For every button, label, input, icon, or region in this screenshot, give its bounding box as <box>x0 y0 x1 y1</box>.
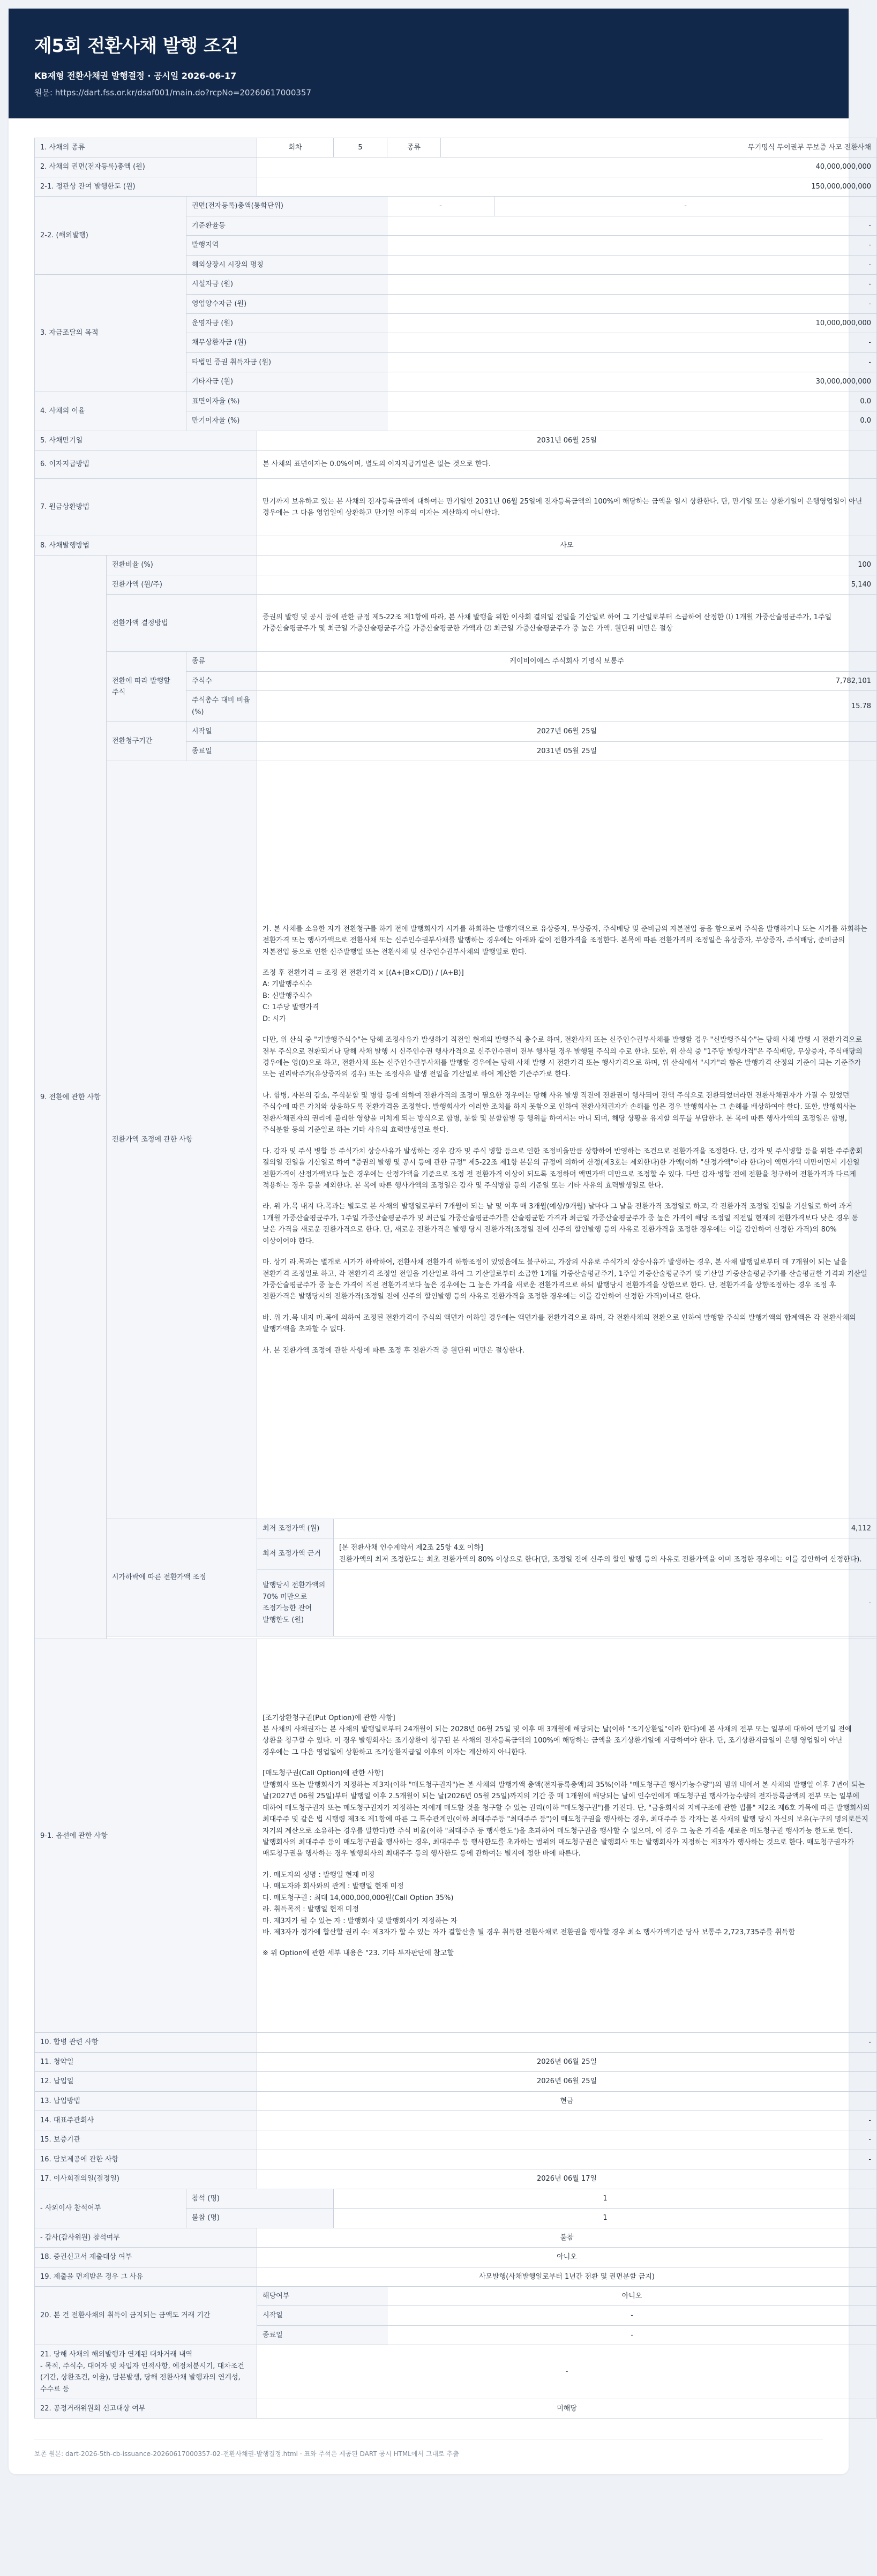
option-paragraph: 가. 매도자의 성명 : 발행일 현재 미정 나. 매도자와 회사와의 관계 : 발행일 현재 미정 다. 매도청구권 : 최대 14,000,000,000원(Call Option 35%) 라. 취득목적 : 발행일 현재 미정 마. 제3자가 될 수 있는 자 : 발행회사 및 발행회사가 지정하는 자 바. 제3자가 정가에 합산할 권리 수: 제3자가 할 수 있는 자가 결합산출 될 경우 취득한 전환사채로 전환권을 행사할 경우 최소 행사가액기준 당사 보통주 2,723,735주를 취득함 <box>263 1871 796 1937</box>
row-value: - <box>257 2111 877 2130</box>
sub-value: 증권의 발행 및 공시 등에 관한 규정 제5-22조 제1항에 따라, 본 사채 발행을 위한 이사회 결의일 전일을 기산일로 하여 그 기산일로부터 소급하여 산정한 ⑴ 1개월 가중산술평균주가, 1주일 가중산술평균주가 및 최근일 가중산술평균주가를 가중산술평균한 가액과 ⑵ 최근일 가중산술평균주가 중 높은 가액. 원단위 미만은 절상 <box>257 595 877 652</box>
row-overseas-issuance <box>35 197 877 216</box>
row-value: 2026년 06월 25일 <box>257 2072 877 2091</box>
row-conversion-price <box>35 575 877 594</box>
sub-label: 최저 조정가액 (원) <box>257 1519 334 1538</box>
row-label: 11. 청약일 <box>35 2052 257 2071</box>
row-value: 사모발행(사채발행일로부터 1년간 전환 및 권면분할 금지) <box>257 2267 877 2286</box>
kind-label: 종류 <box>387 138 441 157</box>
row-label: 15. 보증기관 <box>35 2130 257 2150</box>
sub-label: 주식총수 대비 비율(%) <box>186 691 257 722</box>
row-auditor-present <box>35 2228 877 2247</box>
sub-label: 해당여부 <box>257 2286 387 2305</box>
row-merger <box>35 2033 877 2052</box>
sub-value: - <box>387 333 877 352</box>
sub-value: 0.0 <box>387 411 877 431</box>
disclosure-table <box>34 138 877 2419</box>
sub-value: 100 <box>257 555 877 575</box>
row-bond-type <box>35 138 877 157</box>
row-outside-directors-present <box>35 2189 877 2208</box>
option-text <box>257 1639 877 2033</box>
row-label: 6. 이자지급방법 <box>35 450 257 479</box>
row-label: 13. 납입방법 <box>35 2091 257 2111</box>
sub-value: - <box>387 294 877 313</box>
sub-label: 전환청구기간 <box>107 722 186 761</box>
adjustment-text <box>257 761 877 1519</box>
page-footer: 보존 원본: dart-2026-5th-cb-issuance-20260617000357-02-전환사채권-발행결정.html · 표와 주석은 제공된 DART 공시 HTML에서 그대로 추출 <box>34 2439 823 2458</box>
row-issuance-method <box>35 536 877 555</box>
row-value: 불참 <box>257 2228 877 2247</box>
option-paragraph: ※ 위 Option에 관한 세부 내용은 "23. 기타 투자판단에 참고할 <box>263 1949 454 1958</box>
row-label: 7. 원금상환방법 <box>35 479 257 536</box>
row-value: 미해당 <box>257 2399 877 2419</box>
sub-value: 아니오 <box>387 2286 877 2305</box>
document-body <box>9 118 872 2474</box>
row-label: 5. 사채만기일 <box>35 431 257 450</box>
row-exemption-reason <box>35 2267 877 2286</box>
page-header <box>9 9 849 118</box>
adjust-paragraph: 사. 본 전환가액 조정에 관한 사항에 따른 조정 후 전환가격 중 원단위 미만은 절상한다. <box>263 1346 524 1355</box>
sub-value: - <box>387 255 877 274</box>
row-stock-lending <box>35 2345 877 2399</box>
row-label: 4. 사채의 이율 <box>35 392 186 431</box>
sub-label: 해외상장시 시장의 명칭 <box>186 255 387 274</box>
row-subscription-date <box>35 2052 877 2071</box>
sub-value: - <box>494 197 877 216</box>
row-conversion-period-start <box>35 722 877 741</box>
sub-value: 0.0 <box>387 392 877 411</box>
sub-label: 시작일 <box>257 2306 387 2325</box>
row-refix-min-price <box>35 1519 877 1538</box>
sub-label: 참석 (명) <box>186 2189 334 2208</box>
row-payment-method <box>35 2091 877 2111</box>
sub-label: 발행당시 전환가액의 70% 미만으로 조정가능한 잔여 발행한도 (원) <box>257 1569 334 1636</box>
sub-value: - <box>387 236 877 255</box>
sub-label: 표면이자율 (%) <box>186 392 387 411</box>
row-conversion-adjustment <box>35 761 877 1519</box>
row-label: 10. 합병 관련 사항 <box>35 2033 257 2052</box>
row-label: 14. 대표주관회사 <box>35 2111 257 2130</box>
sub-value: 1 <box>334 2209 877 2228</box>
sub-label: 기준환율등 <box>186 216 387 235</box>
row-total-amount <box>35 157 877 177</box>
row-label: 2-1. 정관상 잔여 발행한도 (원) <box>35 177 257 196</box>
row-label: 22. 공정거래위원회 신고대상 여부 <box>35 2399 257 2419</box>
sub-value: 2031년 05월 25일 <box>257 741 877 761</box>
row-label: 3. 자금조달의 목적 <box>35 275 186 392</box>
row-interest-payment <box>35 450 877 479</box>
sub-value: - <box>387 2306 877 2325</box>
row-collateral <box>35 2150 877 2169</box>
row-conversion-ratio <box>35 555 877 575</box>
row-lead-manager <box>35 2111 877 2130</box>
row-value: 2026년 06월 17일 <box>257 2169 877 2189</box>
row-remaining-limit <box>35 177 877 196</box>
sub-label: 종료일 <box>186 741 257 761</box>
sub-value: - <box>387 216 877 235</box>
sub-label: 기타자금 (원) <box>186 372 387 392</box>
row-value: 40,000,000,000 <box>257 157 877 177</box>
sub-label: 종류 <box>186 652 257 671</box>
row-label: 1. 사채의 종류 <box>35 138 257 157</box>
option-paragraph: [매도청구권(Call Option)에 관한 사항] 발행회사 또는 발행회사가 지정하는 제3자(이하 "매도청구권자")는 본 사채의 발행가액 총액(전자등록총액)의 35%(이하 "매도청구권 행사가능수량")의 범위 내에서 본 사채의 발행일 이후 7년이 되는 날(2027년 06월 25일)부터 발행일 이후 2.5개월이 되는 날(2026년 05월 25일)까지의 기간 중 매 1개월에 해당되는 날에 인수인에게 매도청구권 행사가능수량의 전자등록금액의 전부 또는 일부에 대하여 매도청구권자 또는 매도청구권자가 지정하는 자에게 매도할 것을 청구할 수 있는 권리(이하 "매도청구권")를 가진다. 단, "금융회사의 지배구조에 관한 법률" 제2조 제6호 가목에 따른 발행회사의 최대주주 및 같은 법 시행령 제3조 제1항에 따른 그 특수관계인(이하 최대주주등 "최대주주 등")이 매도청구권을 행사하는 경우, 최대주주 등 각자는 본 사채의 발행 당시 자신의 보유(누구의 명의로든지 자기의 계산으로 소유하는 경우를 말한다)한 주식 비율(이하 "최대주주 등 행사한도")을 초과하여 매도청구권을 행사할 수 없으며, 이 경우 그 높은 가격을 새로운 매도청구권 행사가능 한도로 한다. 발행회사의 최대주주 등이 매도청구권을 행사하는 경우, 최대주주 등 행사한도를 초과하는 범위의 매도청구권은 발행회사 또는 발행회사가 지정하는 제3자가 행사하는 것으로 한다. 매도청구권자가 매도청구권을 행사하는 경우 발행회사의 최대주주 등의 행사한도 등에 관하여는 별지에 정한 바에 따른다. <box>263 1769 870 1858</box>
row-value: 본 사채의 표면이자는 0.0%이며, 별도의 이자지급기일은 없는 것으로 한다. <box>257 450 877 479</box>
sub-value: 2027년 06월 25일 <box>257 722 877 741</box>
row-conversion-price-method <box>35 595 877 652</box>
sub-label: 시작일 <box>186 722 257 741</box>
sub-label: 전환가액 조정에 관한 사항 <box>107 761 257 1519</box>
sub-value: [본 전환사채 인수계약서 제2조 25항 4호 이하] 전환가액의 최저 조정한도는 최초 전환가액의 80% 이상으로 한다(단, 조정일 전에 신주의 할인 발행 등의 사유로 전환가액을 이미 조정한 경우에는 이를 감안하여 산정한다). <box>334 1538 877 1569</box>
row-label: 21. 당해 사채의 해외발행과 연계된 대차거래 내역 - 목적, 주식수, 대여자 및 차입자 인적사항, 예정처분시기, 대차조건(기간, 상환조건, 이율), 담본발생, 당해 전환사채 발행과의 연계성, 수수료 등 <box>35 2345 257 2399</box>
row-label: - 감사(감사위원) 참석여부 <box>35 2228 257 2247</box>
row-label: - 사외이사 참석여부 <box>35 2189 186 2228</box>
sub-value: 케이비이에스 주식회사 기명식 보통주 <box>257 652 877 671</box>
page-subtitle: KB재형 전환사채권 발행결정 · 공시일 2026-06-17 <box>34 71 237 81</box>
row-label: 16. 담보제공에 관한 사항 <box>35 2150 257 2169</box>
round-value: 5 <box>334 138 387 157</box>
row-label: 19. 제출을 면제받은 경우 그 사유 <box>35 2267 257 2286</box>
row-value: - <box>257 2345 877 2399</box>
row-label: 9-1. 옵션에 관한 사항 <box>35 1639 257 2033</box>
sub-value: 1 <box>334 2189 877 2208</box>
sub-value: - <box>387 352 877 372</box>
adjust-paragraph: 다만, 위 산식 중 "기발행주식수"는 당해 조정사유가 발생하기 직전일 현재의 발행주식 총수로 하며, 전환사채 또는 신주인수권부사채를 발행할 경우 "신발행주식수"는 당해 사채 발행 시 전환가격으로 전부 주식으로 전환되거나 당해 사채 발행 시 신주인수권 행사가격으로 신주인수권이 전부 행사될 경우 발행될 주식의 수로 한다. 또한, 위 산식 중 "1주당 발행가격"은 주식배당, 무상증자, 주식배당의 경우에는 영(0)으로 하고, 전환사채 또는 신주인수권부사채를 발행할 경우에는 당해 사채 발행 시 전환가격 또는 행사가격으로 하며, 위 산식에서 "시가"라 함은 발행가격 산정의 기준이 되는 기준주가 또는 권리락주가(유상증자의 경우) 또는 조정사유 발생 전일을 기산일로 하여 계산한 기준주가로 한다. <box>263 1036 863 1079</box>
sub-value: - <box>334 1569 877 1636</box>
sub-label: 발행지역 <box>186 236 387 255</box>
row-label: 8. 사채발행방법 <box>35 536 257 555</box>
sub-label: 만기이자율 (%) <box>186 411 387 431</box>
round-label: 회차 <box>257 138 334 157</box>
row-value: 현금 <box>257 2091 877 2111</box>
row-label: 12. 납입일 <box>35 2072 257 2091</box>
adjust-paragraph: 라. 위 가.목 내지 다.목과는 별도로 본 사채의 발행일로부터 7개월이 되는 날 및 이후 매 3개월(예상/9개월) 날마다 그 날을 전환가격 조정일로 하고, 각 전환가격 조정일 전일을 기산일로 하여 과거 1개월 가중산술평균주가, 1주일 가중산술평균주가 및 최근일 가중산술평균주가를 산술평균한 가격과 최근일 가중산술평균주가 중 높은 가격이 해당 조정일 직전일 현재의 전환가격보다 낮은 경우 동 낮은 가격을 새로운 전환가격으로 한다. 단, 새로운 전환가격은 발행 당시 전환가격(조정일 전에 신주의 할인발행 등의 사유로 전환가격을 조정한 경우에는 이를 감안하여 산정한 가격)의 80% 이상이어야 한다. <box>263 1203 859 1245</box>
row-value: 만기까지 보유하고 있는 본 사채의 전자등록금액에 대하여는 만기일인 2031년 06월 25일에 전자등록금액의 100%에 해당하는 금액을 일시 상환한다. 단, 만기일 또는 상환기일이 은행영업일이 아닌 경우에는 그 다음 영업일에 상환하고 만기일 이후의 이자는 계산하지 아니한다. <box>257 479 877 536</box>
row-maturity-date <box>35 431 877 450</box>
adjust-paragraph: 가. 본 사채를 소유한 자가 전환청구를 하기 전에 발행회사가 시가를 하회하는 발행가액으로 유상증자, 무상증자, 주식배당 및 준비금의 자본전입 등을 함으로써 주식을 발행하거나 또는 시가를 하회하는 전환가격 또는 행사가액으로 전환사채 또는 신주인수권부사채를 발행하는 경우에는 아래와 같이 전환가격을 조정한다. 본목에 따른 전환가격의 조정일은 유상증자, 무상증자, 주식배당, 준비금의 자본전입 등으로 인한 신주발행일 또는 전환사채 및 신주인수권부사채의 발행일로 한다. <box>263 925 867 956</box>
row-value: 150,000,000,000 <box>257 177 877 196</box>
sub-value: 4,112 <box>334 1519 877 1538</box>
row-payment-date <box>35 2072 877 2091</box>
sub-label: 타법인 증권 취득자금 (원) <box>186 352 387 372</box>
adjust-paragraph: 바. 위 가.목 내지 마.목에 의하여 조정된 전환가격이 주식의 액면가 이하일 경우에는 액면가를 전환가격으로 하며, 각 전환사채의 전환으로 인하여 발행할 주식의 발행가액의 합계액은 각 전환사채의 발행가액을 초과할 수 없다. <box>263 1313 856 1334</box>
sub-label: 운영자금 (원) <box>186 313 387 333</box>
adjust-paragraph: 다. 감자 및 주식 병합 등 주식가치 상승사유가 발생하는 경우 감자 및 주식 병합 등으로 인한 조정비율만큼 상향하여 반영하는 조건으로 전환가격을 조정한다. 단, 감자 및 주식병합 등을 위한 주주총회 결의일 전일을 기산일로 하여 "증권의 발행 및 공시 등에 관한 규정" 제5-22조 제1항 본문의 규정에 의하여 산정(제3호는 제외한다)한 가액(이하 "산정가액"이라 한다)이 액면가액 미만이면서 기산일 전환가격이 산정가액보다 높은 경우에는 산정가액을 기준으로 조정 전 전환가격 이상이 되도록 조정하며 액면가액 미만으로 조정할 수 있다. 다만 감자·병합 전에 전환을 청구하여 전환가격과 다르게 적용하는 경우 등을 제외한다. 본 목에 따른 행사가액의 조정일은 감자 및 주식병합 등의 기준일 또는 기타 사유의 효력발생일로 한다. <box>263 1147 863 1190</box>
row-acquisition-ban-applicable <box>35 2286 877 2305</box>
sub-value: - <box>387 197 494 216</box>
row-registration-required <box>35 2248 877 2267</box>
sub-label: 영업양수자금 (원) <box>186 294 387 313</box>
row-value: 사모 <box>257 536 877 555</box>
source-link[interactable]: 원문: https://dart.fss.or.kr/dsaf001/main.do?rcpNo=20260617000357 <box>34 88 312 97</box>
document-page <box>9 9 872 2474</box>
sub-label: 채무상환자금 (원) <box>186 333 387 352</box>
sub-value: 10,000,000,000 <box>387 313 877 333</box>
row-value: - <box>257 2150 877 2169</box>
row-label: 17. 이사회결의일(결정일) <box>35 2169 257 2189</box>
row-conversion-share-kind <box>35 652 877 671</box>
row-value: - <box>257 2033 877 2052</box>
row-value: - <box>257 2130 877 2150</box>
option-paragraph: [조기상환청구권(Put Option)에 관한 사항] 본 사채의 사채권자는 본 사채의 발행일로부터 24개월이 되는 2028년 06월 25일 및 이후 매 3개월에 해당되는 날(이하 "조기상환일"이라 한다)에 본 사채의 전부 또는 일부에 대하여 만기일 전에 상환을 청구할 수 있다. 이 경우 발행회사는 조기상환이 청구된 본 사채의 전자등록금액의 100%에 해당하는 금액을 조기상환기일에 지급하여야 한다. 단, 조기상환지급일이 은행 영업일이 아닌 경우에는 그 다음 영업일에 상환하고 조기상환지급일 이후의 이자는 계산하지 아니한다. <box>263 1714 852 1756</box>
sub-value: 7,782,101 <box>257 671 877 690</box>
row-guarantor <box>35 2130 877 2150</box>
row-label: 2. 사채의 권면(전자등록)총액 (원) <box>35 157 257 177</box>
sub-label: 종료일 <box>257 2325 387 2345</box>
adjust-paragraph: 나. 합병, 자본의 감소, 주식분할 및 병합 등에 의하여 전환가격의 조정이 필요한 경우에는 당해 사유 발생 직전에 전환권이 행사되어 전액 주식으로 전환되었더라면 전환사채권자가 가질 수 있었던 주식수에 따른 가치와 상응하도록 전환가격을 조정한다. 발행회사가 이러한 조치를 하지 못함으로 인하여 전환사채권자가 손해를 입은 경우 발행회사는 그 손해를 배상하여야 한다. 또한, 발행회사는 전환사채권자의 권리에 불리한 영향을 미치게 되는 방식으로 합병, 분할 및 분할합병 등 행위를 하여서는 아니 되며, 해당 상황을 유지할 의무를 부담한다. 본 목에 따른 행사가액의 조정일은 합병, 주식분할 등의 기준일로 하는 기타 사유의 효력발생일로 한다. <box>263 1091 856 1135</box>
row-label: 20. 본 건 전환사채의 취득이 금지되는 금액도 거래 기간 <box>35 2286 257 2345</box>
sub-label: 주식수 <box>186 671 257 690</box>
row-value: 아니오 <box>257 2248 877 2267</box>
adjust-paragraph: 조정 후 전환가격 = 조정 전 전환가격 × [(A+(B×C/D)) / (A+B)] A: 기발행주식수 B: 신발행주식수 C: 1주당 발행가격 D: 시가 <box>263 968 464 1023</box>
sub-label: 전환가액 (원/주) <box>107 575 257 594</box>
sub-label: 전환비율 (%) <box>107 555 257 575</box>
row-board-date <box>35 2169 877 2189</box>
sub-label: 불참 (명) <box>186 2209 334 2228</box>
row-coupon-rate <box>35 392 877 411</box>
sub-value: 5,140 <box>257 575 877 594</box>
row-value: 2031년 06월 25일 <box>257 431 877 450</box>
row-option <box>35 1639 877 2033</box>
row-ftc-filing <box>35 2399 877 2419</box>
adjust-paragraph: 마. 상기 라.목과는 별개로 시가가 하락하여, 전환사채 전환가격 하향조정이 있었음에도 불구하고, 가장의 사유로 주식가치 상승사유가 발생하는 경우, 본 사채 발행일로부터 매 7개월이 되는 날을 전환가격 조정일로 하고, 각 전환가격 조정일 전일을 기산일로 하여 그 기산일로부터 소급한 1개월 가중산술평균주가, 1주일 가중산술평균주가 및 기산일 가중산술평균주가를 산술평균한 가격과 기산일 가중산술평균주가 중 높은 가격이 직전 전환가격보다 높은 경우에는 그 높은 가격을 새로운 전환가격으로 하되 발행당시 전환가격을 상한으로 한다. 단, 전환가격을 상향조정하는 경우 조정 후 전환가격은 발행당시의 전환가격(조정일 전에 신주의 할인발행 등의 사유로 전환가격을 조정한 경우에는 이를 감안하여 산정한 가격)이내로 한다. <box>263 1258 867 1301</box>
sub-label: 권면(전자등록)총액(통화단위) <box>186 197 387 216</box>
sub-value: - <box>387 2325 877 2345</box>
sub-label: 전환가액 결정방법 <box>107 595 257 652</box>
row-value: 2026년 06월 25일 <box>257 2052 877 2071</box>
sub-label: 최저 조정가액 근거 <box>257 1538 334 1569</box>
page-title: 제5회 전환사채 발행 조건 <box>34 35 238 57</box>
sub-label: 전환에 따라 발행할 주식 <box>107 652 186 722</box>
sub-value: 15.78 <box>257 691 877 722</box>
row-label: 9. 전환에 관한 사항 <box>35 555 107 1639</box>
row-principal-repayment <box>35 479 877 536</box>
kind-value: 무기명식 무이권부 무보증 사모 전환사채 <box>441 138 877 157</box>
sub-value: 30,000,000,000 <box>387 372 877 392</box>
sub-label: 시가하락에 따른 전환가액 조정 <box>107 1519 257 1636</box>
row-funding-facility <box>35 275 877 294</box>
sub-value: - <box>387 275 877 294</box>
sub-label: 시설자금 (원) <box>186 275 387 294</box>
row-label: 2-2. (해외발행) <box>35 197 186 275</box>
row-label: 18. 증권신고서 제출대상 여부 <box>35 2248 257 2267</box>
